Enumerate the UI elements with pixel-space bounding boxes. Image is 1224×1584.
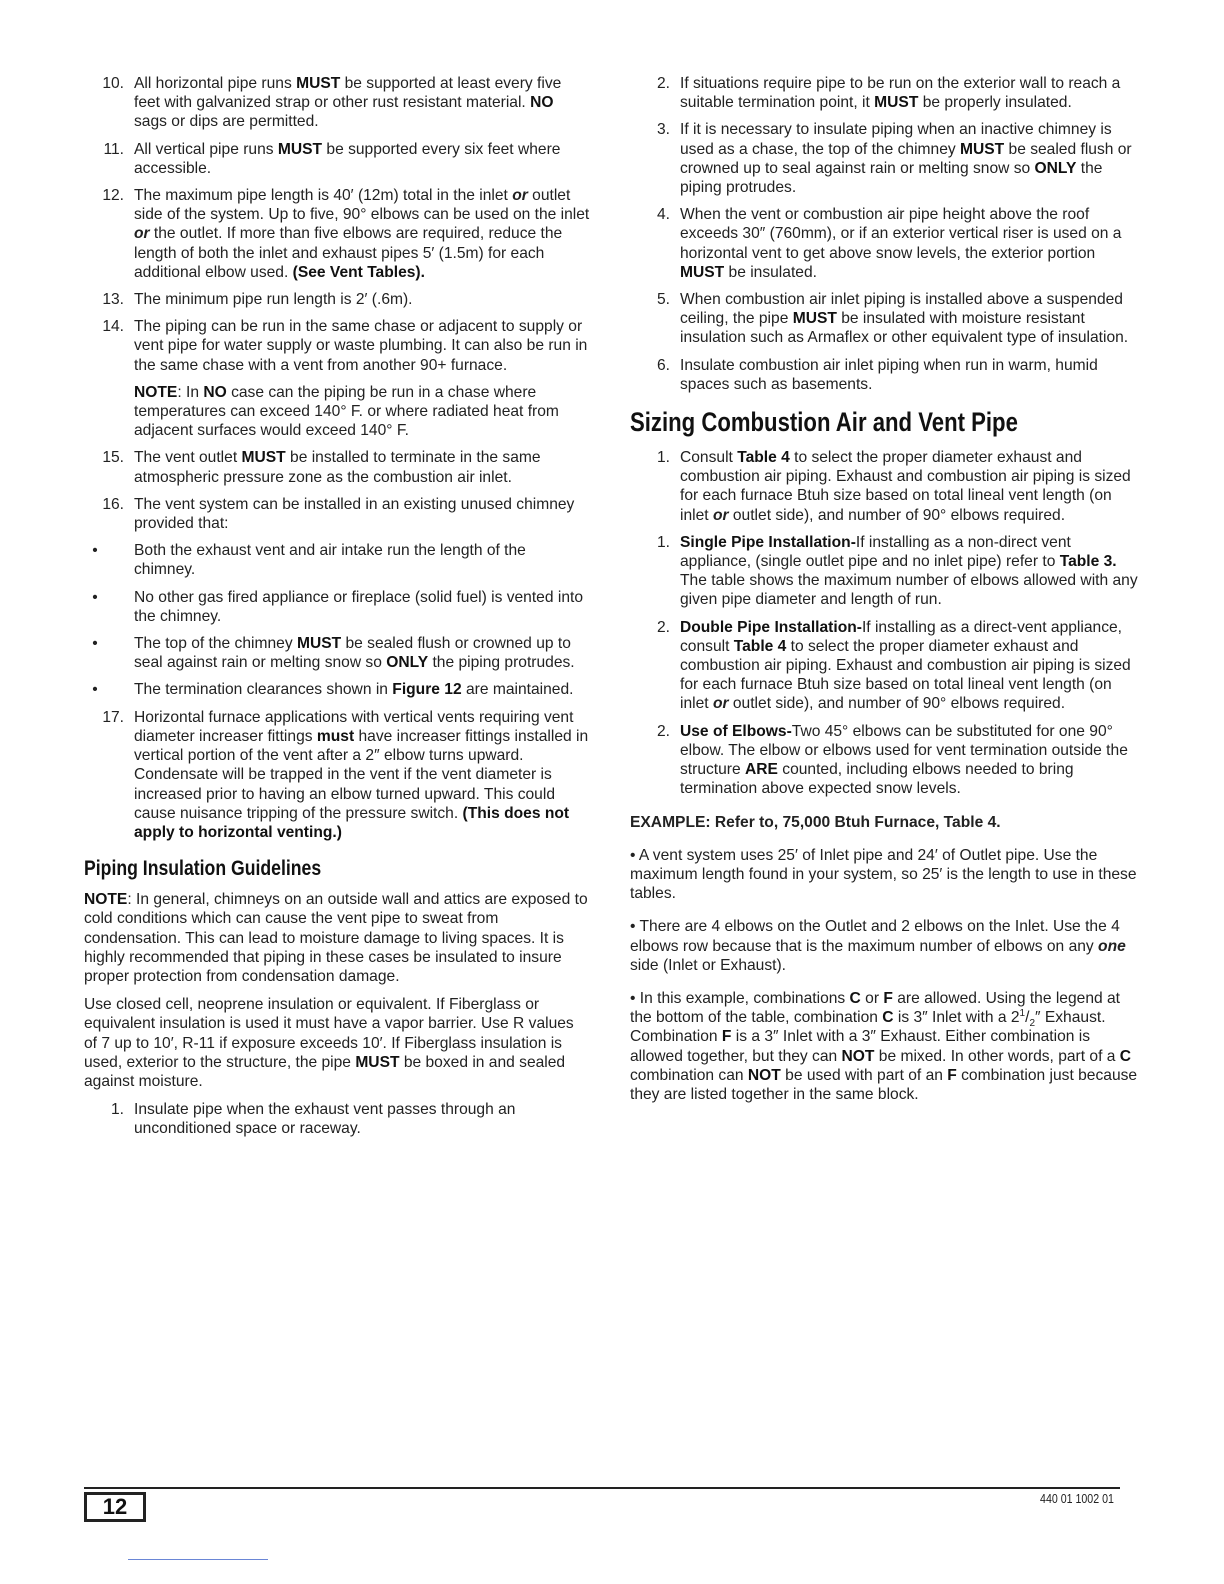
text-span: ONLY xyxy=(386,654,429,672)
sizing-list xyxy=(630,448,1138,798)
list-item xyxy=(84,317,590,375)
section-heading-insulation: Piping Insulation Guidelines xyxy=(84,857,322,881)
bullet-item xyxy=(84,541,590,579)
right-column xyxy=(630,74,1138,1118)
text-span: Table 4 xyxy=(733,637,787,655)
insulation-material-paragraph: Use closed cell, neoprene insulation or equivalent. If Fiberglass or equivalent insulation is used it must have a vapor barrier. Use R values of 7 up to 10′, R-11 if exposure exceeds 10′. If Fiberglass insulation is used, exterior to the structure, the pipe MUST be boxed in and sealed against moisture. xyxy=(84,996,574,1090)
item-number: 1. xyxy=(656,533,670,551)
item-text: Consult Table 4 to select the proper diameter exhaust and combustion air piping. Exhaust and combustion air piping is sized for each furnace Btuh size based on total lineal vent length (on inlet or outlet side), and number of 90° elbows required. xyxy=(680,449,1131,524)
item-number: 17. xyxy=(102,708,124,726)
bullet-item xyxy=(84,588,590,626)
document-code: 440 01 1002 01 xyxy=(1040,1492,1114,1506)
list-item xyxy=(630,618,1138,714)
text-span: NOT xyxy=(747,1066,781,1084)
text-span: NOT xyxy=(841,1047,875,1065)
section-heading-sizing: Sizing Combustion Air and Vent Pipe xyxy=(630,407,1018,438)
left-list-c xyxy=(84,708,590,842)
item-number: 12. xyxy=(102,187,124,205)
item-text: All horizontal pipe runs MUST be supported at least every five feet with galvanized strap or other rust resistant material. NO sags or dips are permitted. xyxy=(134,75,562,131)
text-span: MUST xyxy=(355,1053,400,1071)
item-number: 16. xyxy=(102,495,124,513)
text-span: Single Pipe Installation- xyxy=(680,533,856,551)
text-span: MUST xyxy=(296,635,342,653)
text-span: ONLY xyxy=(1034,159,1077,177)
text-span: NOTE xyxy=(84,891,128,909)
example-heading: EXAMPLE: Refer to, 75,000 Btuh Furnace, Table 4. xyxy=(630,813,1001,831)
list-item xyxy=(630,205,1138,282)
item-number: 6. xyxy=(656,356,670,374)
item-text: All vertical pipe runs MUST be supported every six feet where accessible. xyxy=(134,140,561,177)
item-number: 10. xyxy=(102,75,124,92)
text-span: MUST xyxy=(241,449,286,467)
list-item xyxy=(630,448,1138,525)
list-item xyxy=(84,448,590,486)
text-span: or xyxy=(712,506,729,524)
bullet-marker: • xyxy=(92,588,98,606)
bullet-marker: • xyxy=(92,542,98,560)
text-span: MUST xyxy=(277,140,323,158)
item-text: The maximum pipe length is 40′ (12m) total in the inlet or outlet side of the system. Up to five, 90° elbows can be used on the inlet or the outlet. If more than five elbows are required, reduce the length of both the inlet and exhaust pipes 5′ (1.5m) for each additional elbow used. (See Vent Tables). xyxy=(134,187,590,281)
insulation-note-paragraph: NOTE: In general, chimneys on an outside wall and attics are exposed to cold conditions which can cause the vent pipe to sweat from condensation. This can lead to moisture damage to living spaces. It is highly recommended that piping in these cases be insulated to insure proper protection from condensation damage. xyxy=(84,891,588,985)
item-text: The vent system can be installed in an existing unused chimney provided that: xyxy=(134,495,575,533)
text-span: 1 xyxy=(1019,1007,1026,1019)
list-item xyxy=(630,120,1138,197)
item-text: Insulate pipe when the exhaust vent passes through an unconditioned space or raceway. xyxy=(134,1101,516,1138)
list-item xyxy=(630,290,1138,348)
bullet-item xyxy=(84,634,590,672)
text-span: C xyxy=(882,1009,894,1027)
bullet-marker: • xyxy=(92,681,98,699)
list-item xyxy=(84,1100,590,1138)
insulation-list-continued xyxy=(630,74,1138,394)
item-number: 15. xyxy=(102,449,124,467)
item-text: Insulate combustion air inlet piping when run in warm, humid spaces such as basements. xyxy=(680,356,1098,393)
item-text: The termination clearances shown in Figure 12 are maintained. xyxy=(134,681,574,699)
text-span: or xyxy=(512,187,528,205)
item-text: Single Pipe Installation-If installing as a non-direct vent appliance, (single outlet pipe and no inlet pipe) refer to Table 3. The table shows the maximum number of elbows allowed with any given pipe diameter and length of run. xyxy=(680,533,1138,609)
item-text: If it is necessary to insulate piping when an inactive chimney is used as a chase, the top of the chimney MUST be sealed flush or crowned up to seal against rain or melting snow so ONLY the piping protrudes. xyxy=(680,121,1132,197)
item-text: Both the exhaust vent and air intake run the length of the chimney. xyxy=(134,542,526,579)
item-text: When the vent or combustion air pipe height above the roof exceeds 30″ (760mm), or if an exterior vertical riser is used on a horizontal vent to get above snow levels, the exterior portion MUST be insulated. xyxy=(680,206,1122,281)
text-span: Table 4 xyxy=(737,449,790,467)
item-number: 4. xyxy=(656,206,670,224)
item-number: 1. xyxy=(656,449,670,467)
list-item xyxy=(84,186,590,282)
text-span: NO xyxy=(203,383,227,401)
example-bullet-length: • A vent system uses 25′ of Inlet pipe and 24′ of Outlet pipe. Use the maximum length found in your system, so 25′ is the length to use in these tables. xyxy=(630,846,1137,903)
text-span: NO xyxy=(530,94,554,112)
list-item xyxy=(630,533,1138,610)
item-text: Double Pipe Installation-If installing as a direct-vent appliance, consult Table 4 to select the proper diameter exhaust and combustion air piping. Exhaust and combustion air piping is sized for each furnace Btuh size based on total lineal vent length (on inlet or outlet side), and number of 90° elbows required. xyxy=(680,618,1131,713)
item-text: The piping can be run in the same chase or adjacent to supply or vent pipe for water supply or waste plumbing. It can also be run in the same chase with a vent from another 90+ furnace. xyxy=(134,318,588,374)
text-span: NOTE xyxy=(134,383,178,401)
text-span: Figure 12 xyxy=(392,681,462,699)
example-bullet-elbows: • There are 4 elbows on the Outlet and 2 elbows on the Inlet. Use the 4 elbows row because that is the maximum number of elbows on any one side (Inlet or Exhaust). xyxy=(630,918,1126,974)
left-list-a xyxy=(84,74,590,375)
item-text: The minimum pipe run length is 2′ (.6m). xyxy=(134,291,413,309)
list-item xyxy=(84,495,590,533)
list-item xyxy=(84,290,590,309)
text-span: Use of Elbows- xyxy=(680,722,792,740)
item-text: No other gas fired appliance or fireplace (solid fuel) is vented into the chimney. xyxy=(134,588,583,625)
text-span: Table 3. xyxy=(1059,553,1117,571)
text-span: (See Vent Tables). xyxy=(292,263,425,281)
text-span: ARE xyxy=(745,761,778,779)
link-underline xyxy=(128,1559,268,1560)
text-span: 2 xyxy=(1029,1018,1035,1030)
text-span: F xyxy=(721,1028,732,1046)
text-span: or xyxy=(712,695,729,713)
text-span: C xyxy=(849,989,861,1007)
list-item xyxy=(84,708,590,842)
item-number: 2. xyxy=(656,618,670,636)
item-text: When combustion air inlet piping is installed above a suspended ceiling, the pipe MUST be insulated with moisture resistant insulation such as Armaflex or other equivalent type of insulation. xyxy=(680,291,1129,347)
item-text: Use of Elbows-Two 45° elbows can be substituted for one 90° elbow. The elbow or elbows used for vent termination outside the structure ARE counted, including elbows needed to bring termination above expected snow levels. xyxy=(680,722,1128,798)
left-column xyxy=(84,74,590,1147)
text-span: one xyxy=(1098,937,1126,955)
insulation-list xyxy=(84,1100,590,1138)
text-span: or xyxy=(134,225,150,243)
text-span: MUST xyxy=(792,310,837,328)
text-span: F xyxy=(883,989,893,1007)
item-number: 11. xyxy=(103,140,124,158)
note-item-14: NOTE: In NO case can the piping be run in a chase where temperatures can exceed 140° F. or where radiated heat from adjacent surfaces would exceed 140° F. xyxy=(134,383,559,440)
list-item xyxy=(630,722,1138,799)
text-span: Double Pipe Installation- xyxy=(680,618,862,636)
page-number: 12 xyxy=(84,1492,146,1522)
item-number: 2. xyxy=(656,75,670,92)
list-item xyxy=(84,74,590,132)
item-number: 3. xyxy=(656,121,670,139)
item-text: If situations require pipe to be run on the exterior wall to reach a suitable termination point, it MUST be properly insulated. xyxy=(680,75,1121,112)
list-item xyxy=(630,74,1138,112)
item-number: 1. xyxy=(110,1101,124,1119)
list-item xyxy=(630,356,1138,394)
text-span: C xyxy=(1119,1047,1132,1065)
item-number: 2. xyxy=(656,722,670,740)
footer-rule xyxy=(84,1487,1120,1489)
item-number: 5. xyxy=(656,291,670,309)
text-span: must xyxy=(316,727,355,745)
item-text: Horizontal furnace applications with vertical vents requiring vent diameter increaser fittings must have increaser fittings installed in vertical portion of the vent after a 2″ elbow turns upward. Condensate will be trapped in the vent if the vent diameter is increased prior to having an elbow turned upward. This could cause nuisance tripping of the pressure switch. (This does not apply to horizontal venting.) xyxy=(134,708,589,841)
text-span: MUST xyxy=(680,263,725,281)
text-span: MUST xyxy=(296,75,341,92)
text-span: MUST xyxy=(960,140,1005,158)
example-bullet-combinations: • In this example, combinations C or F are allowed. Using the legend at the bottom of the table, combination C is 3″ Inlet with a $2^1/_2''$ Exhaust. Combination F is a 3″ Inlet with a 3″ Exhaust. Either combination is allowed together, but they can NOT be mixed. In other words, part of a C combination can NOT be used with part of an F combination just because they are listed together in the same block. xyxy=(630,989,1138,1103)
item-text: The vent outlet MUST be installed to terminate in the same atmospheric pressure zone as the combustion air inlet. xyxy=(134,449,541,486)
list-item xyxy=(84,140,590,178)
text-span: MUST xyxy=(874,94,919,112)
chimney-bullet-list xyxy=(84,541,590,699)
item-number: 13. xyxy=(102,291,124,309)
text-span: F xyxy=(947,1066,957,1084)
left-list-b xyxy=(84,448,590,533)
text-span: (This does not apply to horizontal venting.) xyxy=(134,804,570,841)
item-text: The top of the chimney MUST be sealed flush or crowned up to seal against rain or melting snow so ONLY the piping protrudes. xyxy=(134,635,575,672)
bullet-marker: • xyxy=(92,635,98,653)
bullet-item xyxy=(84,680,590,699)
item-number: 14. xyxy=(102,318,124,336)
